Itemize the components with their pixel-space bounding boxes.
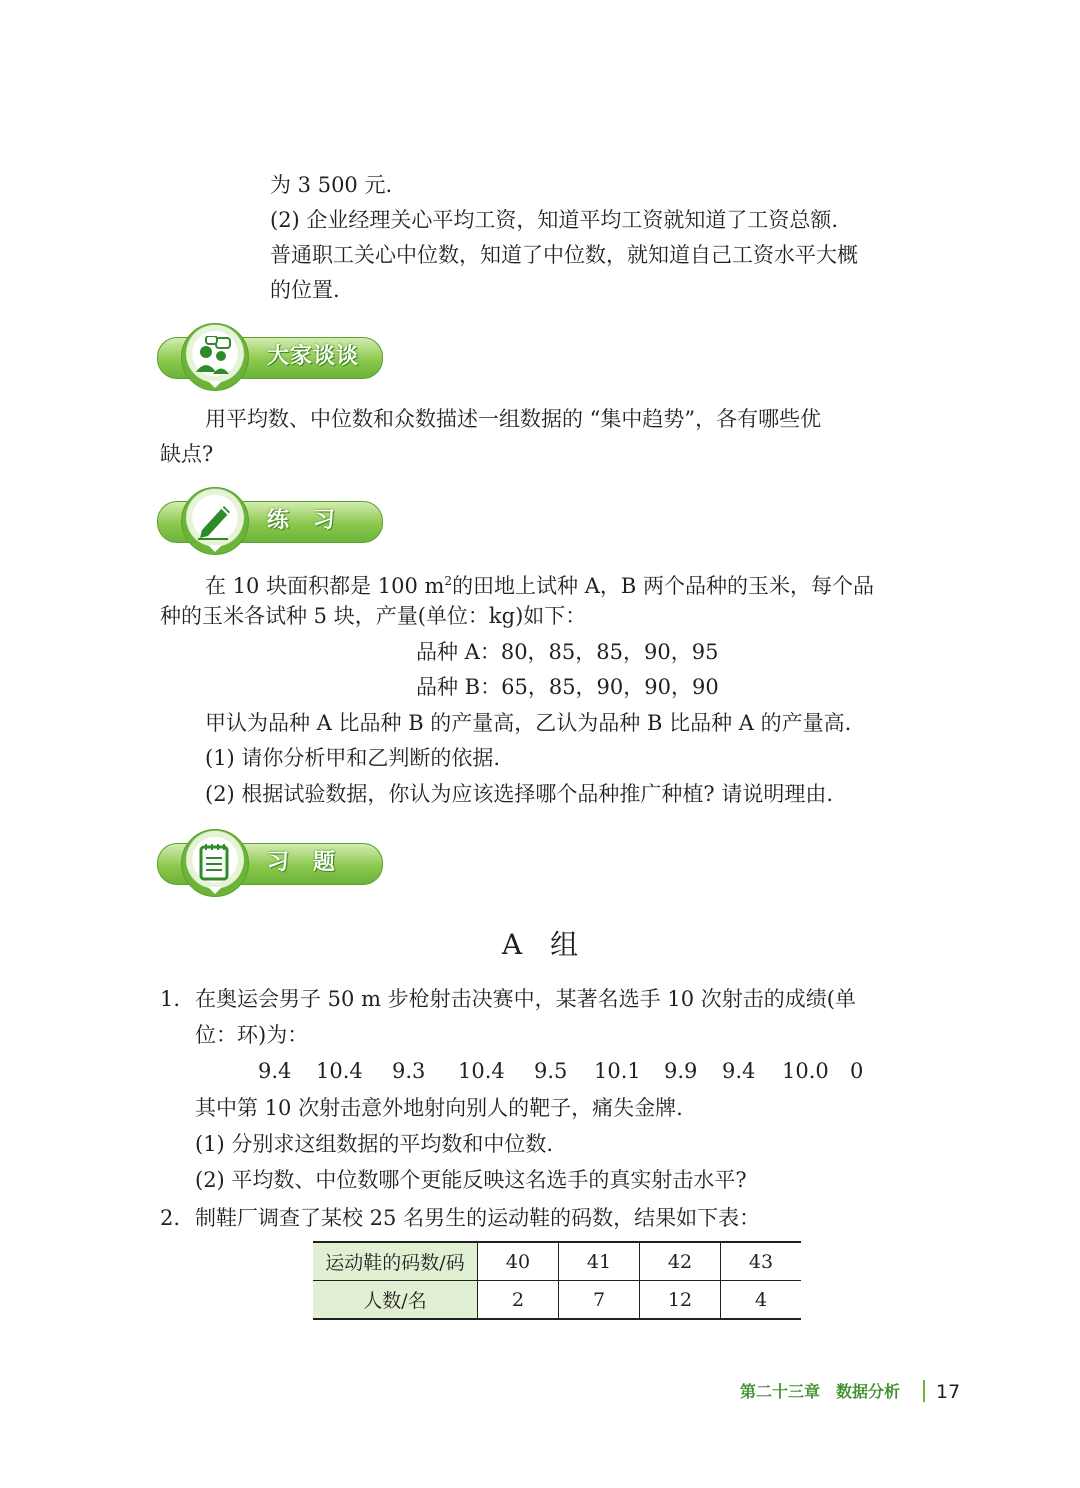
discussion-label: 大家谈谈 [267,344,360,369]
question-2: (2) 根据试验数据，你认为应该选择哪个品种推广种植? 请说明理由. [205,782,834,806]
footer-divider [923,1380,925,1402]
page-number: 17 [936,1381,961,1403]
table-cell: 43 [721,1242,802,1281]
people-chat-icon [194,336,234,376]
score: 0 [850,1059,864,1083]
text-line: 位：环)为： [195,1023,309,1047]
table-header-cell: 人数/名 [313,1281,478,1320]
score: 9.4 [258,1059,292,1083]
text-line: 用平均数、中位数和众数描述一组数据的 “集中趋势”，各有哪些优 [205,407,822,431]
table-cell: 4 [721,1281,802,1320]
notepad-icon [194,842,234,882]
table-cell: 7 [559,1281,640,1320]
text-line: 为 3 500 元. [270,173,393,197]
score: 9.5 [534,1059,568,1083]
question-2: (2) 平均数、中位数哪个更能反映这名选手的真实射击水平? [195,1168,747,1192]
group-title: A 组 [501,928,579,961]
score: 10.4 [316,1059,363,1083]
table-cell: 41 [559,1242,640,1281]
text-line: 缺点? [160,442,214,466]
shoe-size-table [313,1241,801,1320]
table-cell: 2 [478,1281,559,1320]
text-line: 制鞋厂调查了某校 25 名男生的运动鞋的码数，结果如下表： [195,1206,761,1230]
practice-label: 练 习 [267,508,337,533]
practice-banner [157,487,383,557]
table-cell: 42 [640,1242,721,1281]
score: 9.4 [722,1059,756,1083]
score: 9.9 [664,1059,698,1083]
table-cell: 12 [640,1281,721,1320]
text-line: 种的玉米各试种 5 块，产量(单位：kg)如下： [160,604,587,628]
score: 10.0 [782,1059,829,1083]
score: 9.3 [392,1059,426,1083]
exercises-banner [157,829,383,899]
pencil-icon [194,500,234,540]
text-line: 其中第 10 次射击意外地射向别人的靶子，痛失金牌. [195,1096,683,1120]
text-line: 在奥运会男子 50 m 步枪射击决赛中，某著名选手 10 次射击的成绩(单 [195,987,856,1011]
text-line: (2) 企业经理关心平均工资，知道平均工资就知道了工资总额. [270,208,839,232]
text-line: 甲认为品种 A 比品种 B 的产量高，乙认为品种 B 比品种 A 的产量高. [205,711,852,735]
exercises-label: 习 题 [267,850,337,875]
text-line: 普通职工关心中位数，知道了中位数，就知道自己工资水平大概 [270,243,858,267]
practice-intro: 在 10 块面积都是 100 $m^2$的田地上试种 A，B 两个品种的玉米，每个品 [205,574,875,598]
question-1: (1) 分别求这组数据的平均数和中位数. [195,1132,554,1156]
scores-row [258,1054,863,1088]
table-row [313,1242,801,1281]
discussion-banner [157,323,383,393]
footer-chapter: 第二十三章 数据分析 [740,1382,901,1401]
table-header-cell: 运动鞋的码数/码 [313,1242,478,1281]
score: 10.1 [594,1059,641,1083]
variety-b: 品种 B：65，85，90，90，90 [416,675,719,699]
table-cell: 40 [478,1242,559,1281]
problem-number: 2. [160,1206,181,1230]
text-line: 的位置. [270,278,340,302]
question-1: (1) 请你分析甲和乙判断的依据. [205,746,501,770]
table-row [313,1281,801,1320]
score: 10.4 [458,1059,505,1083]
problem-number: 1. [160,987,181,1011]
variety-a: 品种 A：80，85，85，90，95 [416,640,719,664]
